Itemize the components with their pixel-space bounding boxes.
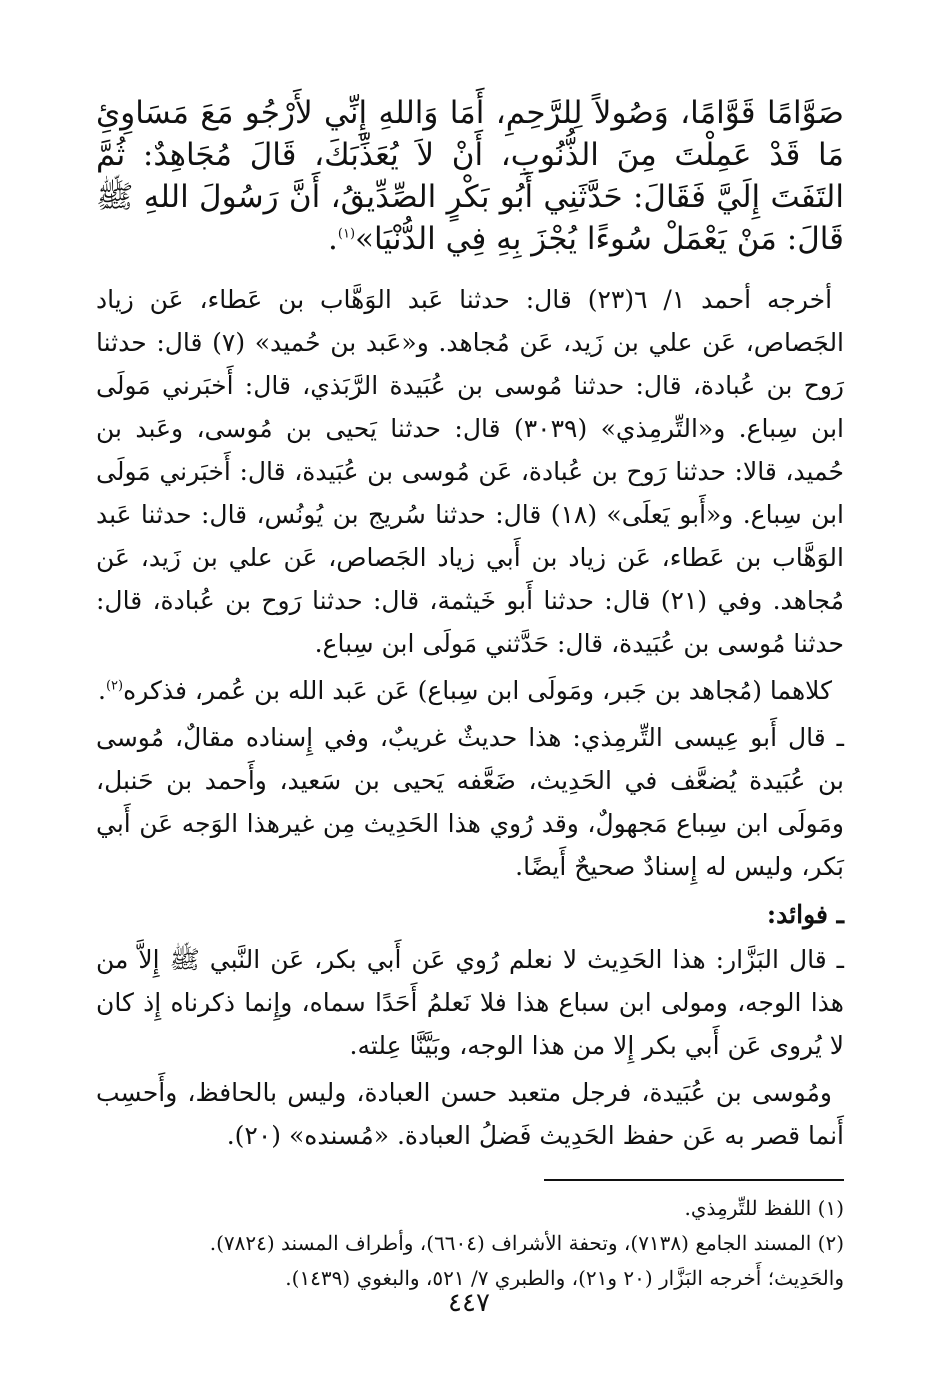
- footnote-2-continuation: والحَدِيث؛ أَخرجه البَزَّار (٢٠ و٢١)، والطبري ٧/ ٥٢١، والبغوي (١٤٣٩).: [285, 1266, 844, 1290]
- hadith-end-punct: .: [328, 221, 338, 257]
- takhrij-summary-end: .: [98, 676, 106, 705]
- takhrij-paragraph: أخرجه أحمد ١/ ٦(٢٣) قال: حدثنا عَبد الوَهَّاب بن عَطاء، عَن زياد الجَصاص، عَن علي بن زَيد، عَن مُجاهد. و«عَبد بن حُميد» (٧) قال: حدثنا رَوح بن عُبادة، قال: حدثنا مُوسى بن عُبَيدة الرَّبَذي، قال: أَخبَرني مَولَى ابن سِباع. و«التِّرمِذي» (٣٠٣٩) قال: حدثنا يَحيى بن مُوسى، وعَبد بن حُميد، قالا: حدثنا رَوح بن عُبادة، عَن مُوسى بن عُبَيدة، قال: أَخبَرني مَولَى ابن سِباع. و«أَبو يَعلَى» (١٨) قال: حدثنا سُريج بن يُونُس، قال: حدثنا عَبد الوَهَّاب بن عَطاء، عَن زياد بن أَبي زياد الجَصاص، عَن علي بن زَيد، عَن مُجاهد. وفي (٢١) قال: حدثنا أَبو خَيثمة، قال: حدثنا رَوح بن عُبادة، قال: حدثنا مُوسى بن عُبَيدة، قال: حَدَّثني مَولَى ابن سِباع.: [96, 285, 845, 658]
- hadith-text-block: [96, 92, 844, 260]
- hadith-text: صَوَّامًا قَوَّامًا، وَصُولاً لِلرَّحِمِ، أَمَا وَاللهِ إِنِّي لأَرْجُو مَعَ مَسَاوِئِ مَا قَدْ عَمِلْتَ مِنَ الذُّنُوبِ، أَنْ لاَ يُعَذِّبَكَ، قَالَ مُجَاهِدٌ: ثُمَّ التَفَتَ إِلَيَّ فَقَالَ: حَدَّثَنِي أَبُو بَكْرٍ الصِّدِّيقُ، أَنَّ رَسُولَ اللهِ ﷺ قَالَ: مَنْ يَعْمَلْ سُوءًا يُجْزَ بِهِ فِي الدُّنْيَا»: [96, 95, 844, 257]
- footnote-ref-1[interactable]: (١): [337, 226, 356, 242]
- footnote-ref-2[interactable]: (٢): [105, 678, 124, 694]
- takhrij-summary-paragraph: [96, 669, 844, 712]
- tirmidhi-comment-paragraph: ـ قال أَبو عِيسى التِّرمِذي: هذا حديثٌ غريبٌ، وفي إِسناده مقالٌ، مُوسى بن عُبَيدة يُضعَّف في الحَدِيث، ضَعَّفه يَحيى بن سَعيد، وأَحمد بن حَنبل، ومَولَى ابن سِباع مَجهولٌ، وقد رُوي هذا الحَدِيث مِن غيرهذا الوَجه عَن أَبي بَكر، وليس له إِسنادٌ صحيحٌ أَيضًا.: [96, 723, 844, 881]
- bazzar-comment-paragraph: ـ قال البَزَّار: هذا الحَدِيث لا نعلم رُوي عَن أَبي بكر، عَن النَّبي ﷺ إِلاَّ من هذا الوجه، ومولى ابن سباع هذا فلا نَعلمُ أَحَدًا سماه، وإِنما ذكرناه إِذ كان لا يُروى عَن أَبي بكر إِلا من هذا الوجه، وبَيَّنَّا عِلته.: [96, 945, 844, 1060]
- footnote-1: (١) اللفظ للتِّرمِذي.: [684, 1196, 844, 1220]
- musa-comment-paragraph: ومُوسى بن عُبَيدة، فرجل متعبد حسن العبادة، وليس بالحافظ، وأَحسِب أَنما قصر به عَن حفظ الحَدِيث فَضلُ العبادة. «مُسنده» (٢٠).: [96, 1078, 844, 1150]
- page-number: ٤٤٧: [448, 1288, 490, 1318]
- footnote-2: (٢) المسند الجامع (٧١٣٨)، وتحفة الأشراف (٦٦٠٤)، وأطراف المسند (٧٨٢٤).: [209, 1231, 844, 1255]
- footnote-divider: [544, 1179, 844, 1181]
- commentary: [96, 278, 844, 1157]
- takhrij-summary-text: كلاهما (مُجاهد بن جَبر، ومَولَى ابن سِباع) عَن عَبد الله بن عُمر، فذكره: [123, 676, 832, 705]
- footnotes: [96, 1191, 844, 1296]
- fawaid-heading: ـ فوائد:: [766, 900, 844, 929]
